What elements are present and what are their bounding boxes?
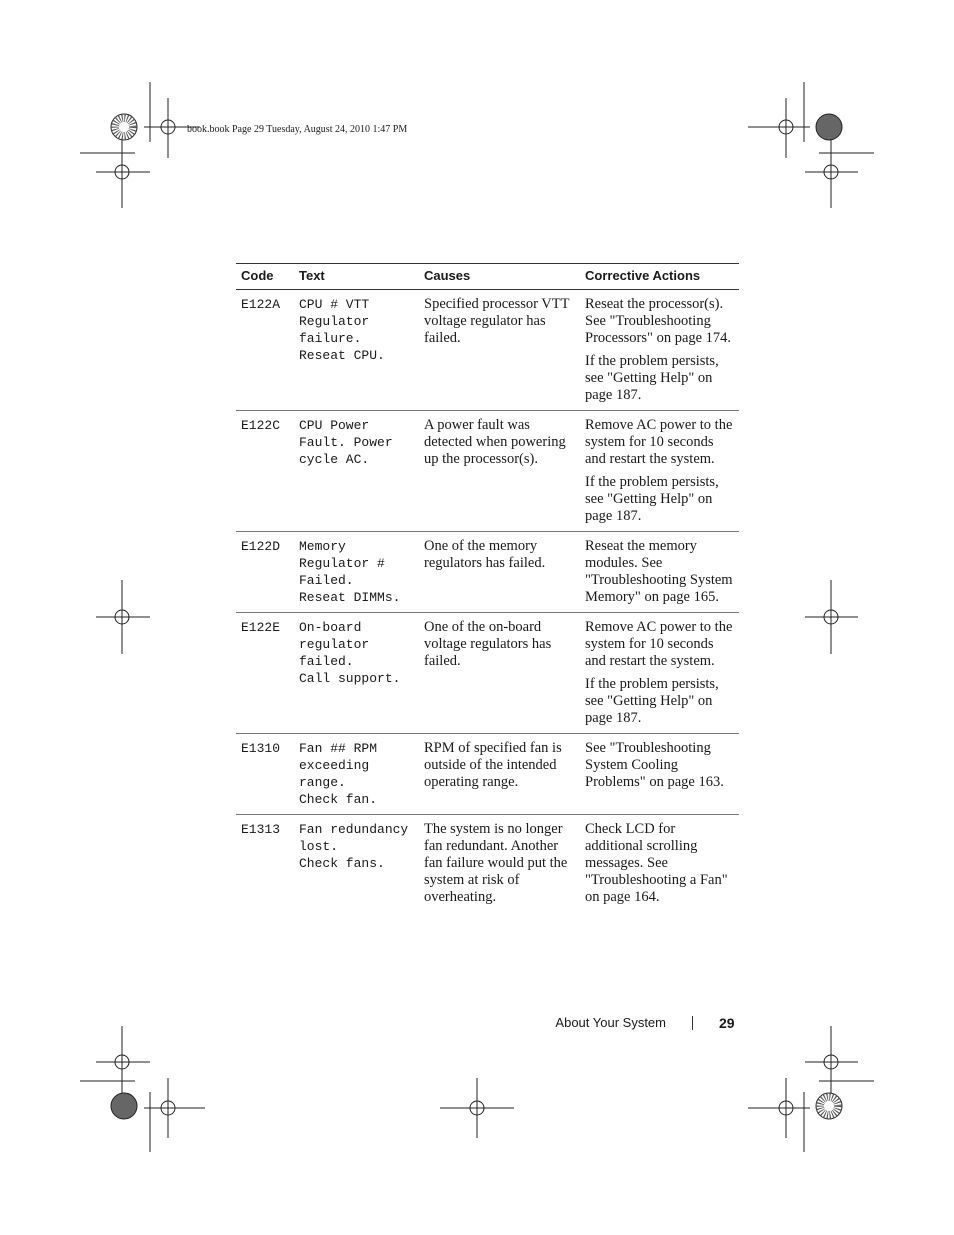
- table-row: [236, 613, 739, 734]
- cell-actions: [580, 290, 739, 411]
- cell-causes: Specified processor VTT voltage regulator has failed.: [419, 290, 580, 411]
- action-paragraph: Check LCD for additional scrolling messages. See "Troubleshooting a Fan" on page 164.: [585, 821, 728, 905]
- table-row: [236, 411, 739, 532]
- cell-text: Fan redundancy lost. Check fans.: [299, 822, 409, 871]
- header-text: Text: [294, 264, 419, 290]
- table-header-row: [236, 264, 739, 290]
- cell-actions: [580, 411, 739, 532]
- action-paragraph: If the problem persists, see "Getting Help" on page 187.: [585, 353, 719, 403]
- page-number: 29: [719, 1015, 735, 1031]
- cell-text: On-board regulator failed. Call support.: [294, 613, 419, 734]
- action-paragraph: Remove AC power to the system for 10 seconds and restart the system.: [585, 417, 733, 467]
- cell-code: E122C: [236, 411, 294, 532]
- cell-code: E1313: [241, 822, 281, 837]
- cell-causes: RPM of specified fan is outside of the intended operating range.: [419, 734, 580, 815]
- cell-causes: One of the on-board voltage regulators has failed.: [419, 613, 580, 734]
- header-corrective-actions: Corrective Actions: [580, 264, 739, 290]
- cell-text: Memory Regulator # Failed. Reseat DIMMs.: [294, 532, 419, 613]
- cell-text: CPU # VTT Regulator failure. Reseat CPU.: [294, 290, 419, 411]
- action-paragraph: Reseat the memory modules. See "Troubleshooting System Memory" on page 165.: [585, 538, 733, 605]
- print-slug: book.book Page 29 Tuesday, August 24, 2010 1:47 PM: [187, 124, 408, 135]
- action-paragraph: Reseat the processor(s). See "Troubleshooting Processors" on page 174.: [585, 296, 732, 346]
- cell-causes: One of the memory regulators has failed.: [419, 532, 580, 613]
- cell-code: E122A: [236, 290, 294, 411]
- cell-text: CPU Power Fault. Power cycle AC.: [294, 411, 419, 532]
- action-paragraph: If the problem persists, see "Getting Help" on page 187.: [585, 474, 719, 524]
- cell-code: E122E: [236, 613, 294, 734]
- cell-actions: [580, 734, 739, 815]
- cell-actions: [580, 815, 739, 913]
- action-paragraph: Remove AC power to the system for 10 seconds and restart the system.: [585, 619, 733, 669]
- table-row: [236, 290, 739, 411]
- cell-causes: A power fault was detected when powering up the processor(s).: [419, 411, 580, 532]
- table-row: [236, 532, 739, 613]
- cell-code: E1310: [236, 734, 294, 815]
- footer-section-title: About Your System: [555, 1015, 666, 1030]
- header-causes: Causes: [419, 264, 580, 290]
- cell-text: Fan ## RPM exceeding range. Check fan.: [294, 734, 419, 815]
- error-code-table: [236, 263, 739, 912]
- cell-actions: [580, 532, 739, 613]
- cell-causes: The system is no longer fan redundant. Another fan failure would put the system at risk of overheating.: [424, 821, 568, 905]
- table-row: [236, 815, 739, 913]
- table-row: [236, 734, 739, 815]
- action-paragraph: If the problem persists, see "Getting Help" on page 187.: [585, 676, 719, 726]
- cell-actions: [580, 613, 739, 734]
- cell-code: E122D: [236, 532, 294, 613]
- footer-separator: [692, 1016, 693, 1030]
- page-footer: [0, 1015, 954, 1035]
- action-paragraph: See "Troubleshooting System Cooling Problems" on page 163.: [585, 740, 724, 790]
- header-code: Code: [236, 264, 294, 290]
